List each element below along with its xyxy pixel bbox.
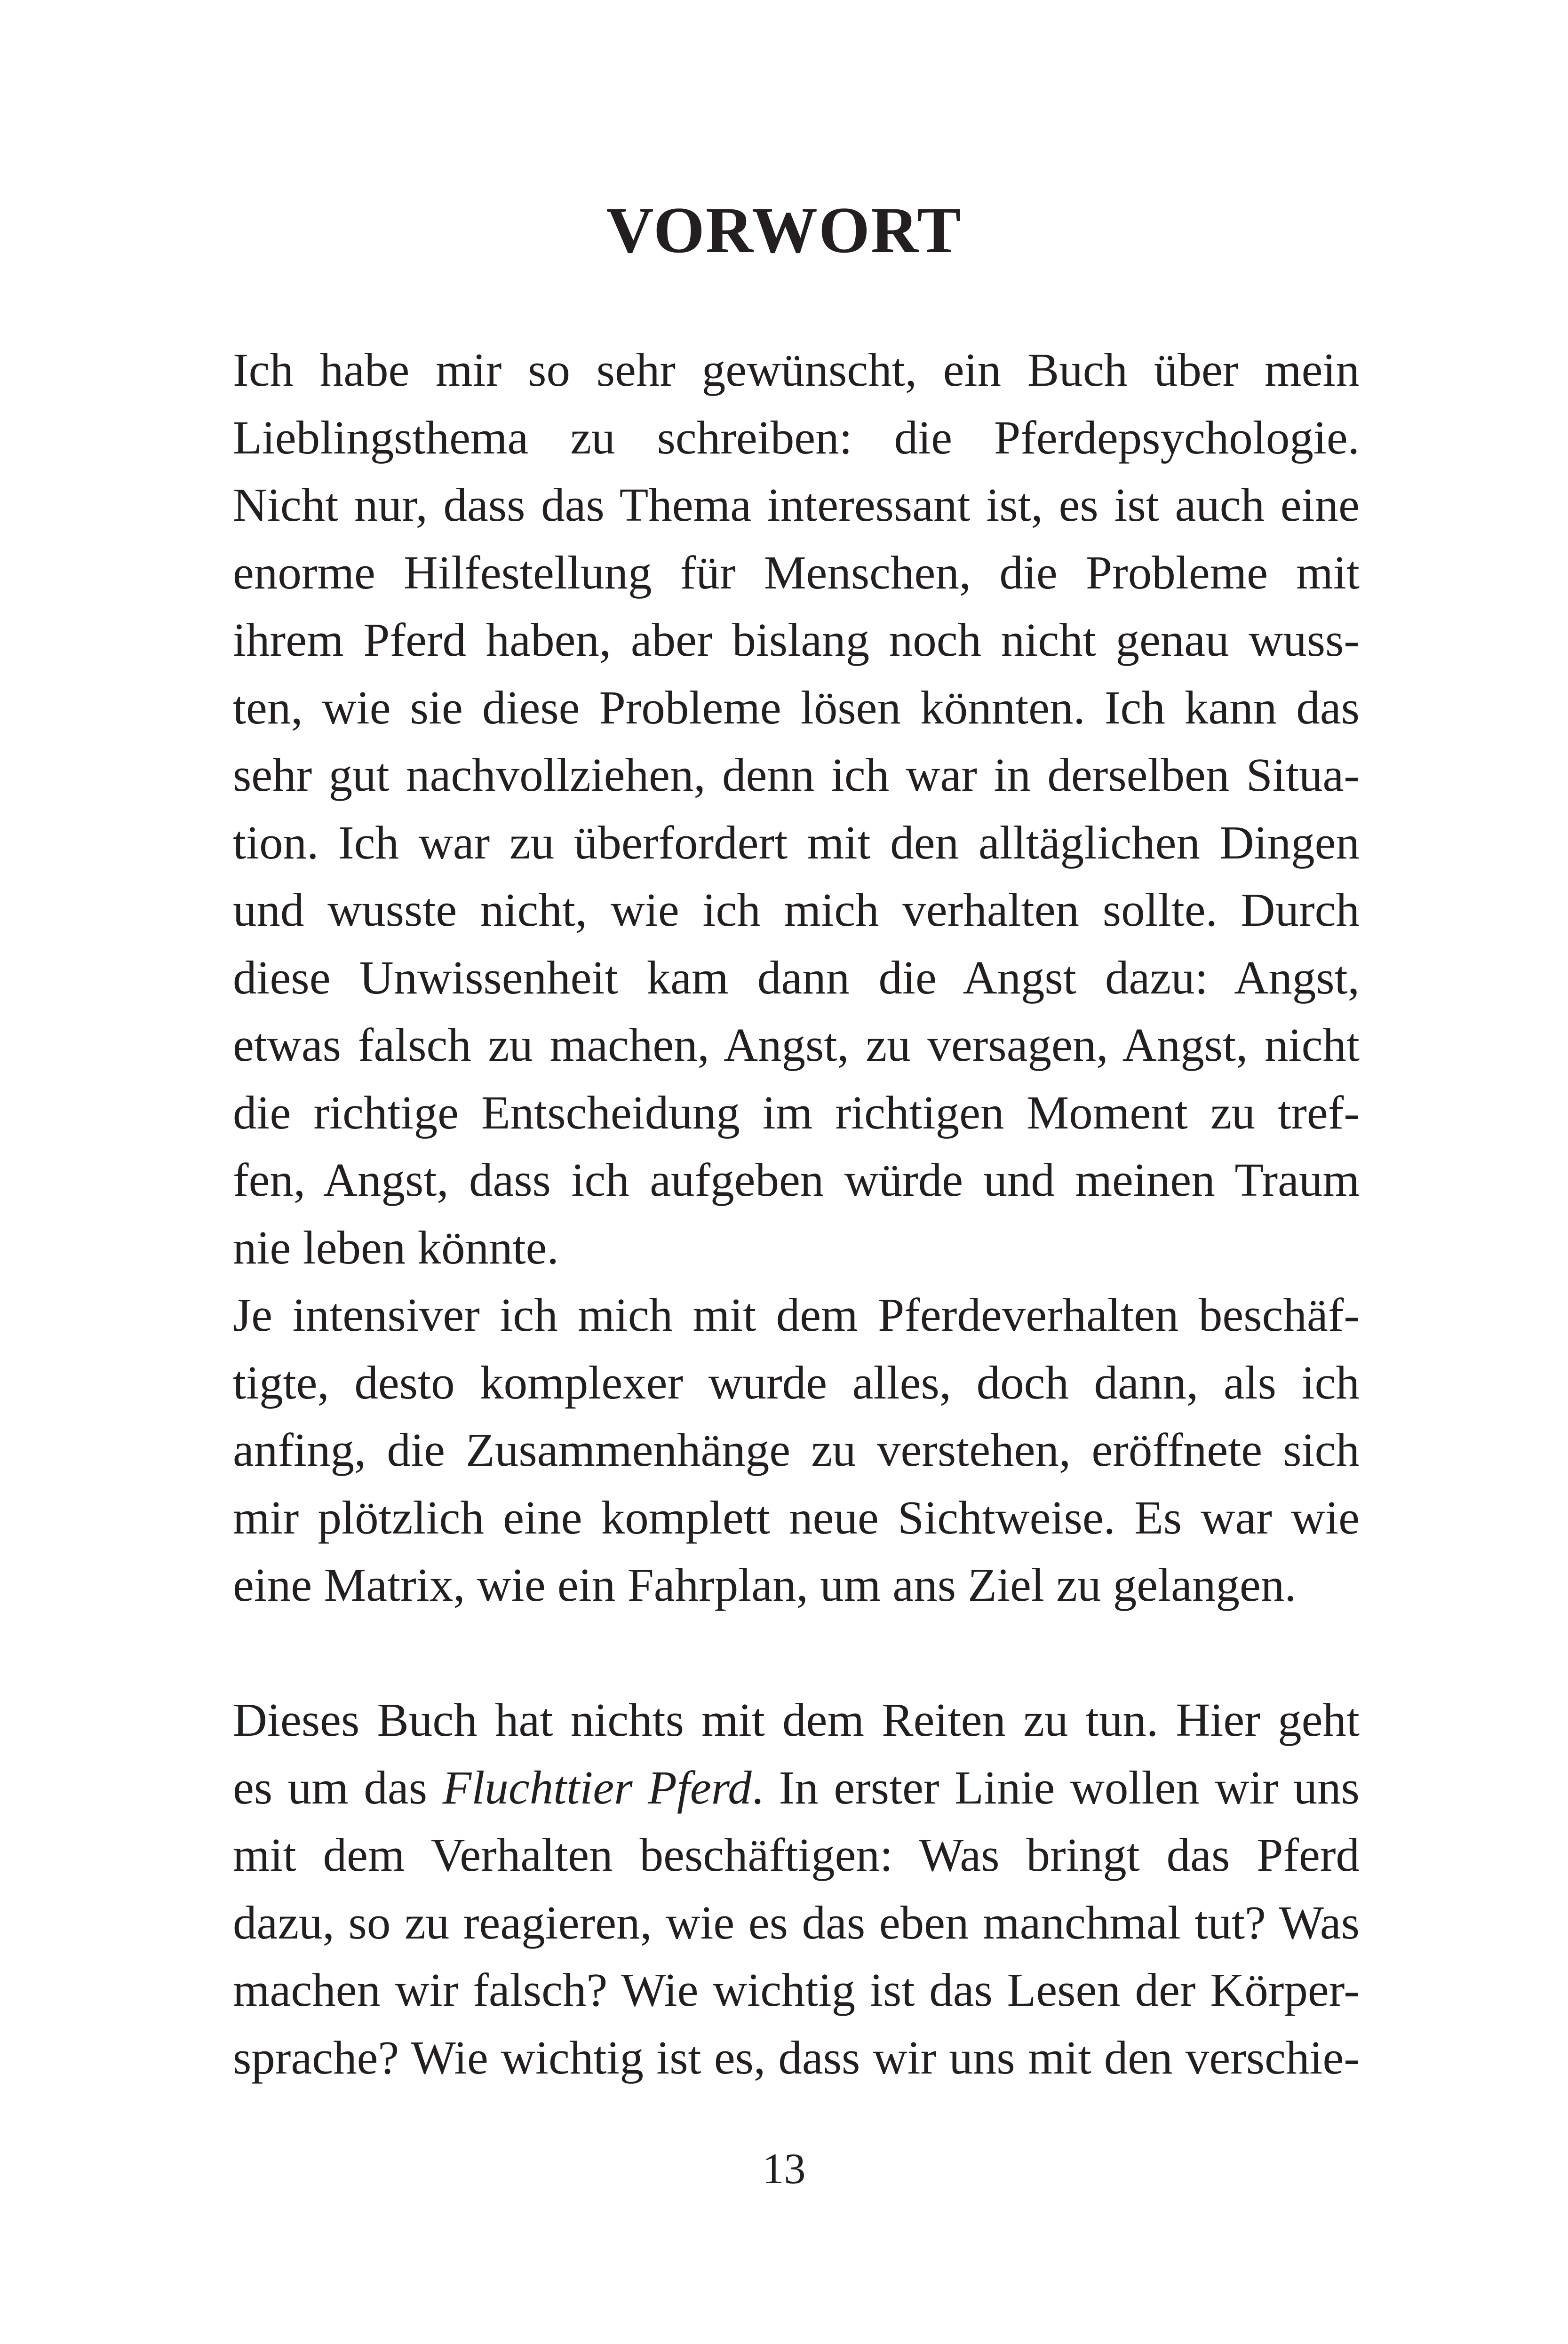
text-line: Je intensiver ich mich mit dem Pferdeverhalten beschäf- <box>233 1288 1360 1341</box>
text-line: tigte, desto komplexer wurde alles, doch dann, als ich <box>233 1356 1360 1409</box>
text-line: diese Unwissenheit kam dann die Angst dazu: Angst, <box>233 951 1360 1004</box>
text-line: enorme Hilfestellung für Menschen, die Probleme mit <box>233 546 1360 599</box>
text-line: dazu, so zu reagieren, wie es das eben manchmal tut? Was <box>233 1896 1360 1949</box>
text-run: . In erster Linie wollen wir uns <box>751 1761 1360 1814</box>
text-line: und wusste nicht, wie ich mich verhalten sollte. Durch <box>233 883 1360 936</box>
text-line-mixed <box>233 1754 1360 1822</box>
text-line: Nicht nur, dass das Thema interessant ist, es ist auch eine <box>233 478 1360 531</box>
text-line: tion. Ich war zu überfordert mit den alltäglichen Dingen <box>233 816 1360 869</box>
text-line: fen, Angst, dass ich aufgeben würde und meinen Traum <box>233 1153 1360 1206</box>
chapter-heading: VORWORT <box>606 194 962 267</box>
text-line: mit dem Verhalten beschäftigen: Was bringt das Pferd <box>233 1828 1360 1881</box>
text-run: es um das <box>233 1761 443 1814</box>
text-line: Dieses Buch hat nichts mit dem Reiten zu tun. Hier geht <box>233 1693 1360 1746</box>
italic-term: Fluchttier Pferd <box>442 1761 752 1814</box>
text-line: etwas falsch zu machen, Angst, zu versagen, Angst, nicht <box>233 1018 1360 1071</box>
text-line: sehr gut nachvollziehen, denn ich war in derselben Situa- <box>233 748 1360 801</box>
text-line: die richtige Entscheidung im richtigen Moment zu tref- <box>233 1086 1360 1139</box>
paragraph-1 <box>233 336 1360 1281</box>
text-line: ihrem Pferd haben, aber bislang noch nicht genau wuss- <box>233 613 1360 666</box>
text-line: sprache? Wie wichtig ist es, dass wir uns mit den verschie- <box>233 2031 1360 2084</box>
text-line: nie leben könnte. <box>233 1221 559 1274</box>
page-number: 13 <box>762 2145 806 2193</box>
paragraph-3 <box>233 1686 1360 2091</box>
paragraph-spacer <box>233 1619 1360 1687</box>
text-line: ten, wie sie diese Probleme lösen könnten. Ich kann das <box>233 681 1360 734</box>
text-line: mir plötzlich eine komplett neue Sichtweise. Es war wie <box>233 1491 1360 1544</box>
text-line: Lieblingsthema zu schreiben: die Pferdepsychologie. <box>233 411 1360 464</box>
body-text <box>233 336 1360 2091</box>
text-line: anfing, die Zusammenhänge zu verstehen, eröffnete sich <box>233 1423 1360 1476</box>
text-line: machen wir falsch? Wie wichtig ist das Lesen der Körper- <box>233 1963 1360 2016</box>
text-line: Ich habe mir so sehr gewünscht, ein Buch über mein <box>233 343 1360 396</box>
text-line: eine Matrix, wie ein Fahrplan, um ans Ziel zu gelangen. <box>233 1558 1297 1611</box>
paragraph-2 <box>233 1281 1360 1619</box>
